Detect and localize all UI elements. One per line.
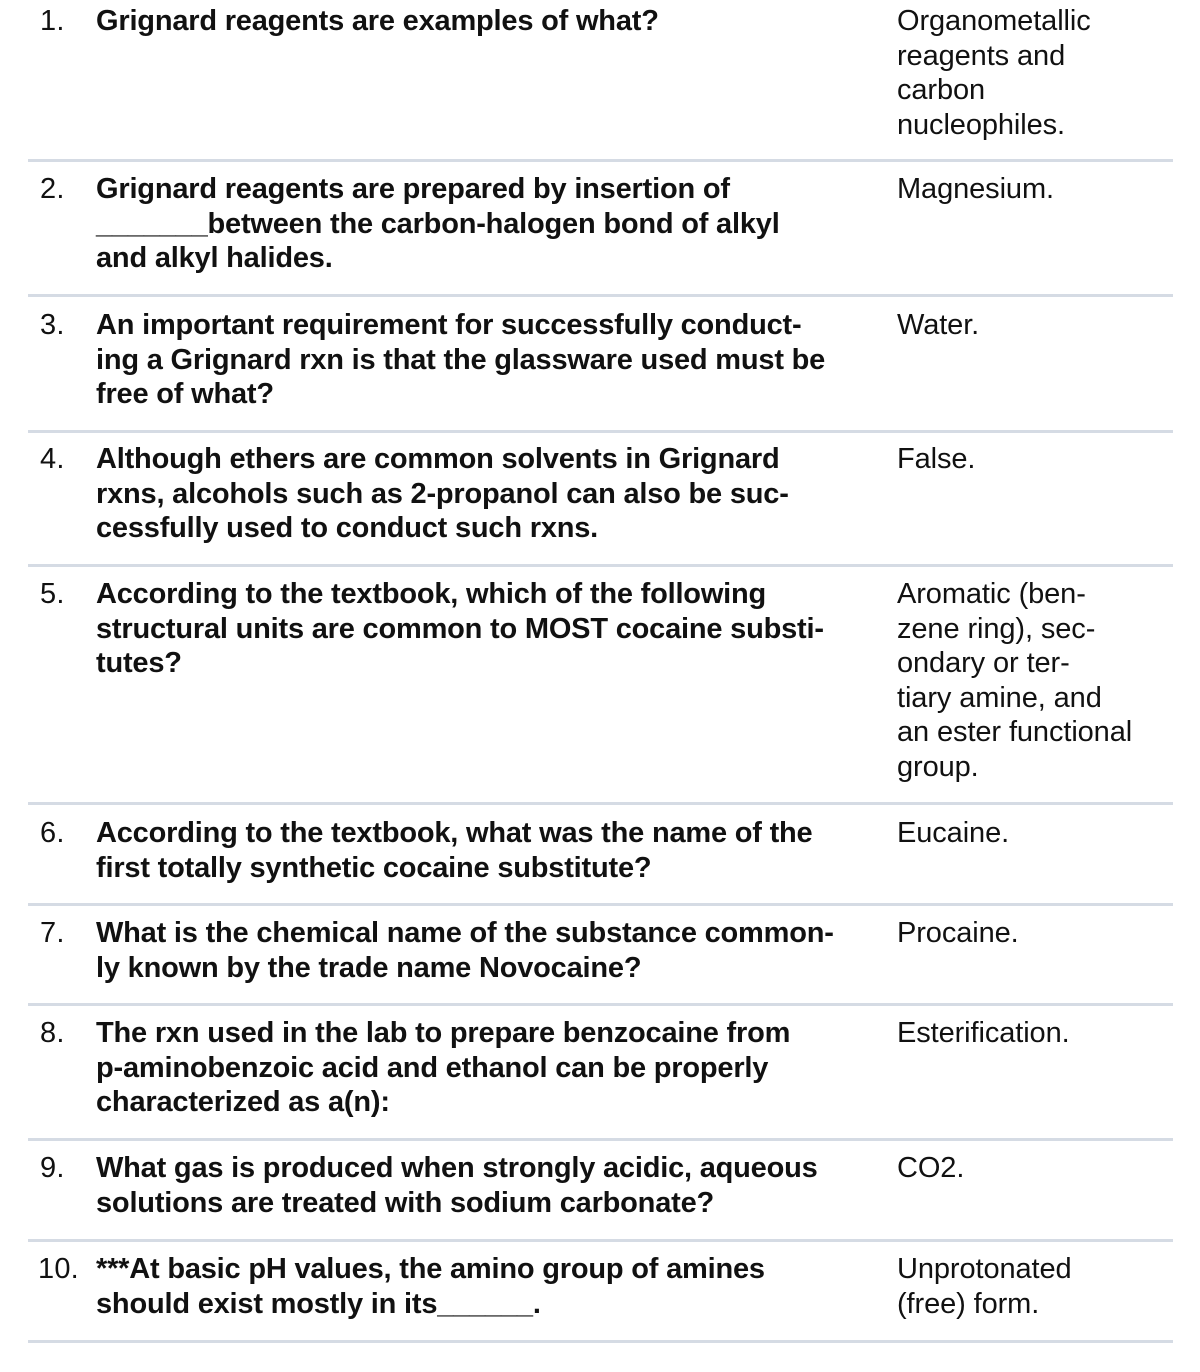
qa-row-10 bbox=[28, 1252, 1173, 1343]
qa-row-7 bbox=[28, 916, 1173, 1006]
question-text: What is the chemical name of the substance common- ly known by the trade name Novocaine? bbox=[96, 917, 834, 984]
question-number: 2. bbox=[40, 173, 65, 205]
question-text: An important requirement for successfully conduct- ing a Grignard rxn is that the glassware used must be free of what? bbox=[96, 309, 826, 410]
question-number: 10. bbox=[38, 1253, 79, 1285]
question-text: Grignard reagents are examples of what? bbox=[96, 5, 659, 37]
qa-row-9 bbox=[28, 1151, 1173, 1242]
answer-text: False. bbox=[897, 443, 976, 475]
question-number: 5. bbox=[40, 578, 65, 610]
qa-row-3 bbox=[28, 308, 1173, 433]
question-number: 4. bbox=[40, 443, 65, 475]
qa-row-6 bbox=[28, 816, 1173, 906]
answer-text: Esterification. bbox=[897, 1017, 1070, 1049]
question-number: 9. bbox=[40, 1152, 65, 1184]
question-text: What gas is produced when strongly acidic, aqueous solutions are treated with sodium carbonate? bbox=[96, 1152, 818, 1219]
answer-text: Procaine. bbox=[897, 917, 1019, 949]
question-number: 6. bbox=[40, 817, 65, 849]
answer-text: Unprotonated (free) form. bbox=[897, 1253, 1072, 1320]
question-number: 7. bbox=[40, 917, 65, 949]
question-text: According to the textbook, what was the name of the first totally synthetic cocaine substitute? bbox=[96, 817, 813, 884]
answer-text: Eucaine. bbox=[897, 817, 1010, 849]
qa-row-1 bbox=[28, 4, 1173, 162]
qa-row-2 bbox=[28, 172, 1173, 297]
qa-row-8 bbox=[28, 1016, 1173, 1141]
question-text: ***At basic pH values, the amino group of amines should exist mostly in its______. bbox=[96, 1253, 765, 1320]
question-text: Grignard reagents are prepared by insertion of _______between the carbon-halogen bond of alkyl and alkyl halides. bbox=[96, 173, 780, 274]
qa-row-5 bbox=[28, 577, 1173, 805]
answer-text: Magnesium. bbox=[897, 173, 1054, 205]
answer-text: Aromatic (ben- zene ring), sec- ondary or ter- tiary amine, and an ester functional group. bbox=[897, 578, 1133, 783]
answer-text: CO2. bbox=[897, 1152, 965, 1184]
question-text: The rxn used in the lab to prepare benzocaine from p-aminobenzoic acid and ethanol can be properly characterized as a(n): bbox=[96, 1017, 791, 1118]
answer-text: Organometallic reagents and carbon nucleophiles. bbox=[897, 5, 1091, 141]
qa-row-4 bbox=[28, 442, 1173, 567]
question-number: 1. bbox=[40, 5, 65, 37]
question-text: According to the textbook, which of the following structural units are common to MOST cocaine substi- tutes? bbox=[96, 578, 824, 679]
question-text: Although ethers are common solvents in Grignard rxns, alcohols such as 2-propanol can also be suc- cessfully used to conduct such rxns. bbox=[96, 443, 789, 544]
answer-text: Water. bbox=[897, 309, 980, 341]
question-number: 8. bbox=[40, 1017, 65, 1049]
question-number: 3. bbox=[40, 309, 65, 341]
